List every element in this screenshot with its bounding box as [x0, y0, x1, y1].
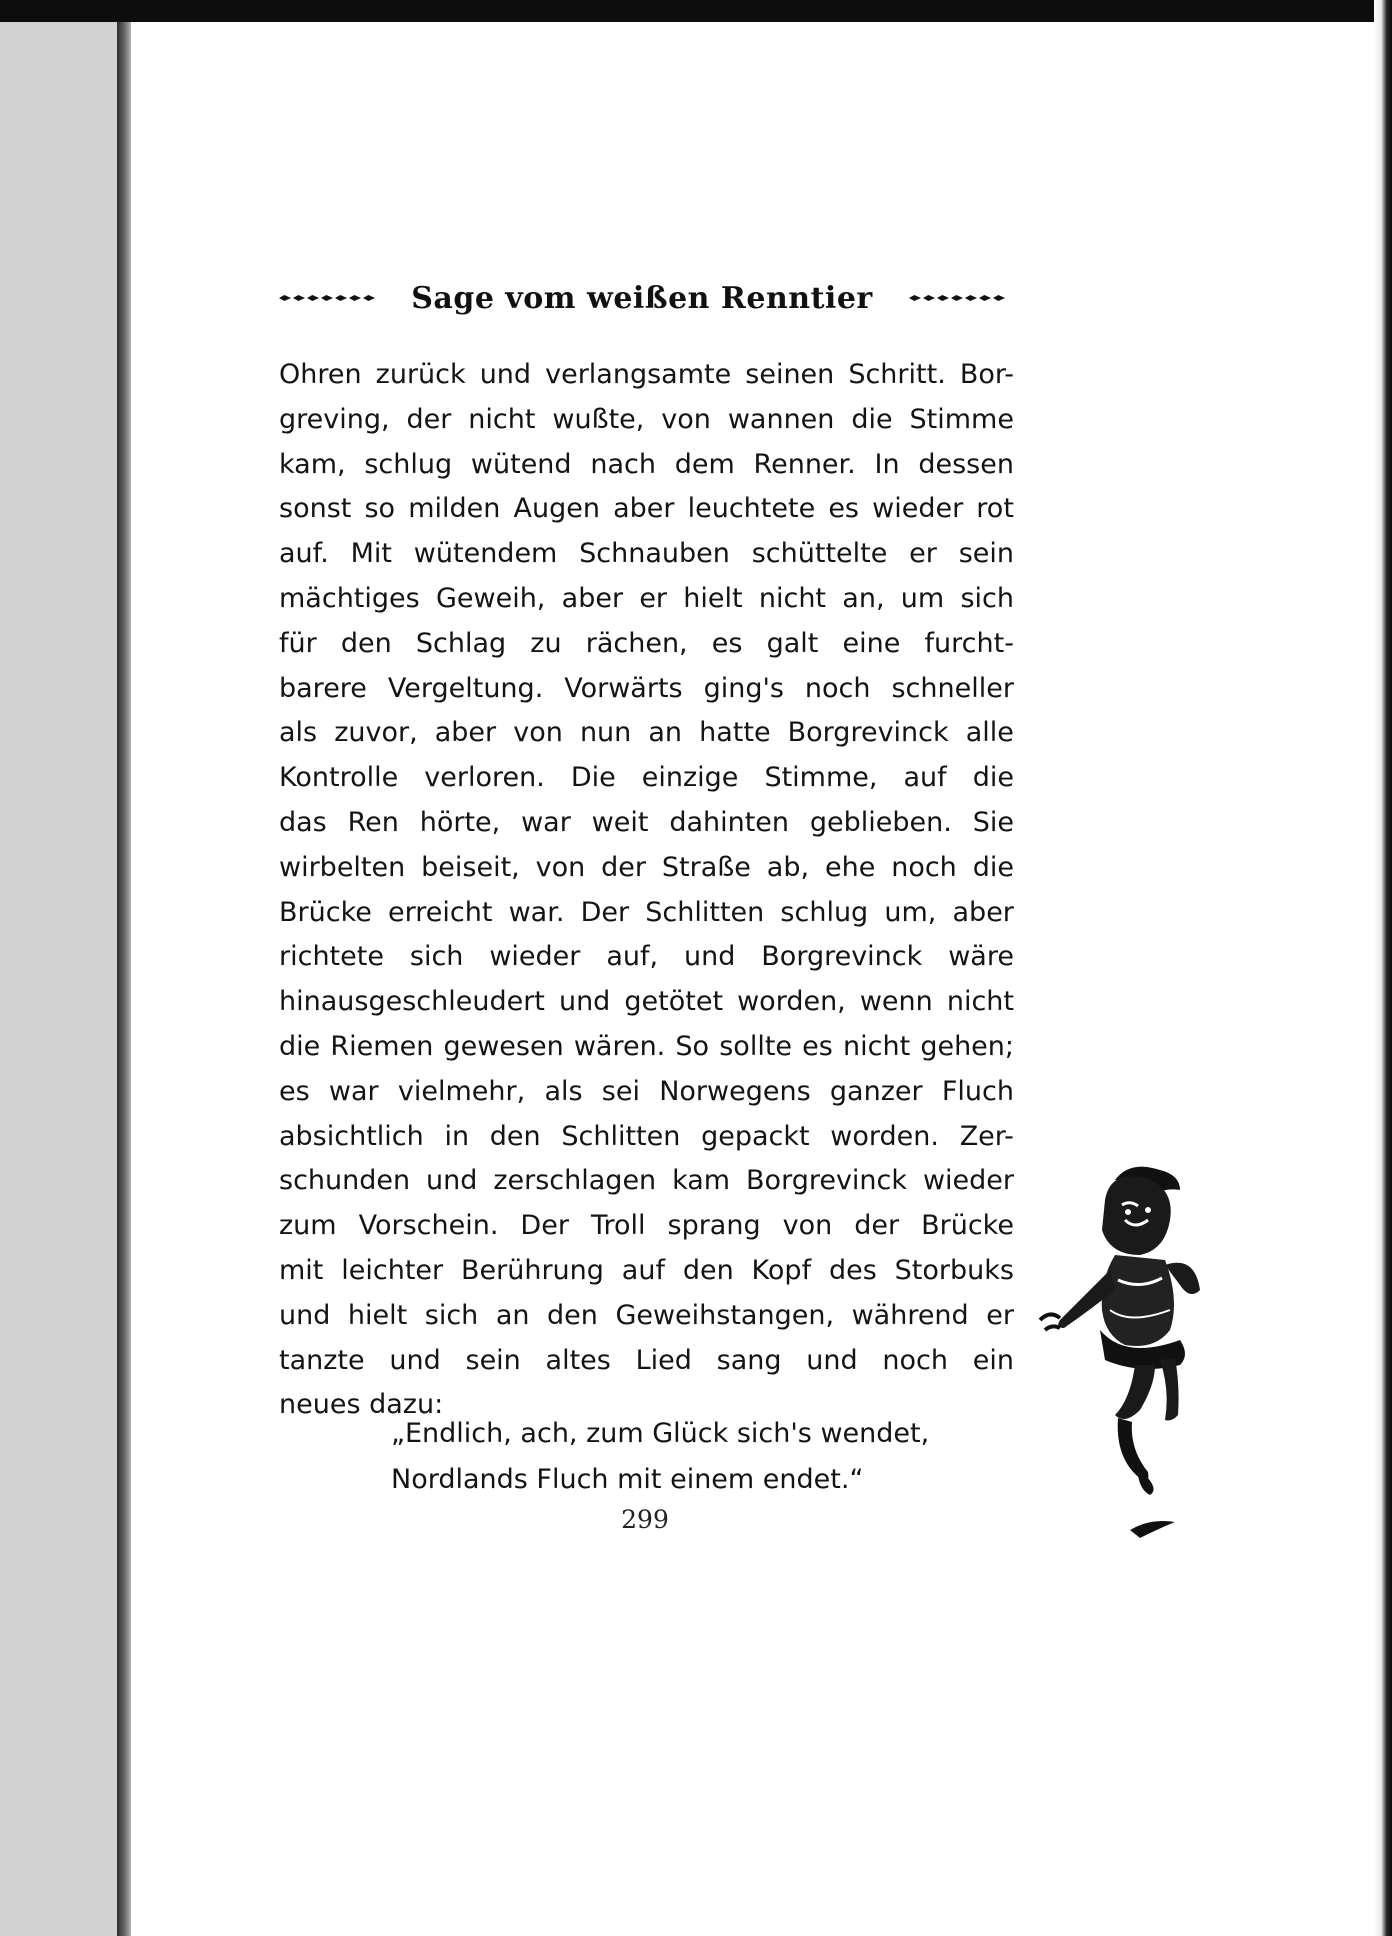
- body-paragraph: [279, 353, 1014, 1428]
- text-line: Brücke erreicht war. Der Schlitten schlug um, aber: [279, 896, 1014, 928]
- page-title: Sage vom weißen Renntier: [411, 280, 873, 316]
- text-line: absichtlich in den Schlitten gepackt worden. Zer-: [279, 1120, 1014, 1152]
- text-line: wirbelten beiseit, von der Straße ab, ehe noch die: [279, 851, 1014, 883]
- page-number: 299: [621, 1505, 669, 1534]
- text-line: neues dazu:: [279, 1389, 444, 1421]
- left-page-edge: [0, 22, 124, 1936]
- right-ornament-icon: [909, 295, 1005, 301]
- dancing-troll-icon: [1030, 1160, 1230, 1540]
- text-line: kam, schlug wütend nach dem Renner. In dessen: [279, 448, 1014, 480]
- text-line: tanzte und sein altes Lied sang und noch ein: [279, 1344, 1014, 1376]
- text-line: barere Vergeltung. Vorwärts ging's noch schneller: [279, 672, 1014, 704]
- text-line: das Ren hörte, war weit dahinten geblieben. Sie: [279, 806, 1014, 838]
- text-line: und hielt sich an den Geweihstangen, während er: [279, 1299, 1014, 1331]
- verse-line-2: Nordlands Fluch mit einem endet.“: [391, 1464, 864, 1495]
- running-head: [279, 278, 1005, 318]
- text-line: schunden und zerschlagen kam Borgrevinck wieder: [279, 1165, 1014, 1197]
- text-line: für den Schlag zu rächen, es galt eine furcht-: [279, 627, 1014, 659]
- verse-line-1: „Endlich, ach, zum Glück sich's wendet,: [391, 1418, 930, 1449]
- text-line: sonst so milden Augen aber leuchtete es wieder rot: [279, 493, 1014, 525]
- text-line: greving, der nicht wußte, von wannen die Stimme: [279, 403, 1014, 435]
- text-line: mächtiges Geweih, aber er hielt nicht an, um sich: [279, 582, 1014, 614]
- book-spine: [117, 22, 131, 1936]
- scan-top-border: [0, 0, 1392, 22]
- scan-right-border: [1374, 0, 1392, 1936]
- text-line: hinausgeschleudert und getötet worden, wenn nicht: [279, 986, 1014, 1018]
- text-line: richtete sich wieder auf, und Borgrevinck wäre: [279, 941, 1014, 973]
- text-line: es war vielmehr, als sei Norwegens ganzer Fluch: [279, 1075, 1014, 1107]
- text-line: auf. Mit wütendem Schnauben schüttelte er sein: [279, 538, 1014, 570]
- text-line: die Riemen gewesen wären. So sollte es nicht gehen;: [279, 1030, 1014, 1062]
- text-line: mit leichter Berührung auf den Kopf des Storbuks: [279, 1254, 1014, 1286]
- text-line: Kontrolle verloren. Die einzige Stimme, auf die: [279, 762, 1014, 794]
- text-line: Ohren zurück und verlangsamte seinen Schritt. Bor-: [279, 359, 1014, 390]
- text-line: als zuvor, aber von nun an hatte Borgrevinck alle: [279, 717, 1014, 749]
- left-ornament-icon: [279, 295, 375, 301]
- text-line: zum Vorschein. Der Troll sprang von der Brücke: [279, 1210, 1014, 1242]
